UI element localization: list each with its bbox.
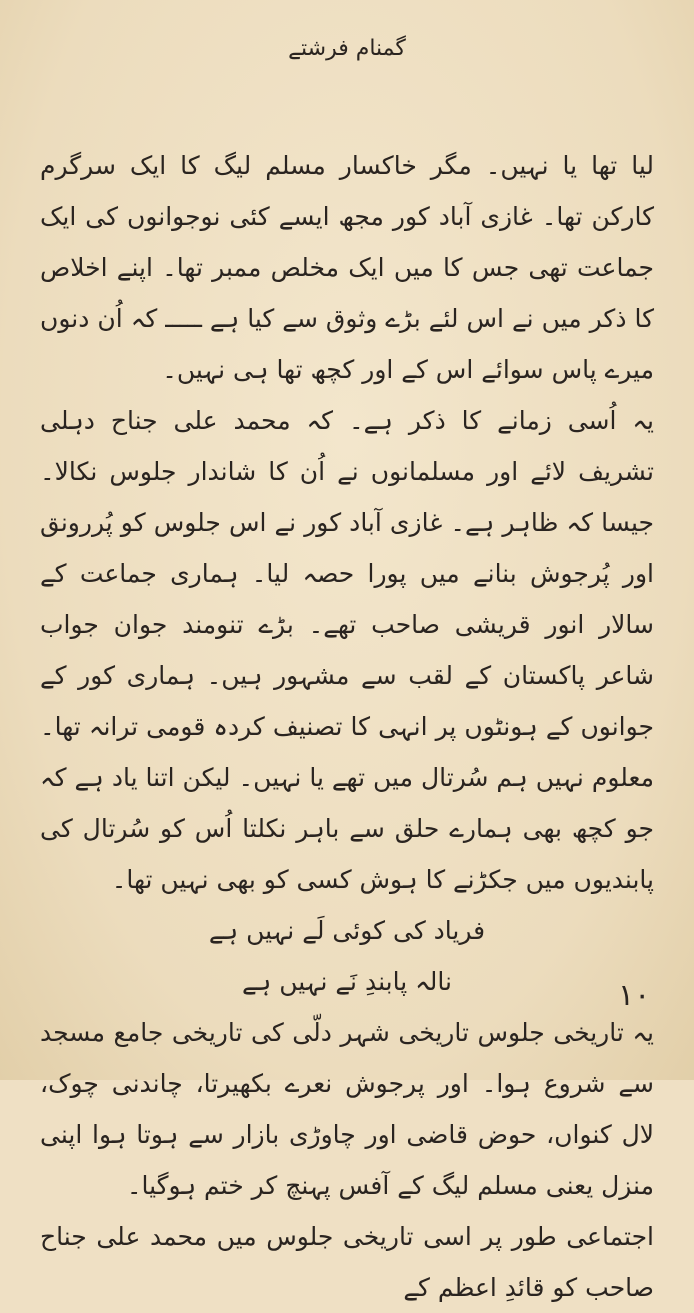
paragraph-4: اجتماعی طور پر اسی تاریخی جلوس میں محمد علی جناح صاحب کو قائدِ اعظم کے [40,1222,654,1302]
paragraph-1: لیا تھا یا نہیں۔ مگر خاکسار مسلم لیگ کا ایک سرگرم کارکن تھا۔ غازی آباد کور مجھ ایسے کئی نوجوانوں کی ایک جماعت تھی جس کا میں ایک مخلص ممبر تھا۔ اپنے اخلاص کا ذکر میں نے اس لئے بڑے وثوق سے کیا ہے ـــــ کہ اُن دنوں میرے پاس سوائے اس کے اور کچھ تھا ہی نہیں۔ [40,151,654,384]
verse-line-2: نالہ پابندِ نَے نہیں ہے [242,967,452,996]
verse-line-1: فریاد کی کوئی لَے نہیں ہے [208,916,486,945]
running-header-title: گمنام فرشتے [288,36,406,61]
verse-block [40,905,654,1007]
page-body-text [40,140,654,1313]
paragraph-2: یہ اُسی زمانے کا ذکر ہے۔ کہ محمد علی جناح دہلی تشریف لائے اور مسلمانوں نے اُن کا شاندار جلوس نکالا۔ جیسا کہ ظاہر ہے۔ غازی آباد کور نے اس جلوس کو پُررونق اور پُرجوش بنانے میں پورا حصہ لیا۔ ہماری جماعت کے سالار انور قریشی صاحب تھے۔ بڑے تنومند جوان جواب شاعر پاکستان کے لقب سے مشہور ہیں۔ ہماری کور کے جوانوں کے ہونٹوں پر انہی کا تصنیف کردہ قومی ترانہ تھا۔ معلوم نہیں ہم سُرتال میں تھے یا نہیں۔ لیکن اتنا یاد ہے کہ جو کچھ بھی ہمارے حلق سے باہر نکلتا اُس کو سُرتال کی پابندیوں میں جکڑنے کا ہوش کسی کو بھی نہیں تھا۔ [40,406,654,894]
paragraph-3: یہ تاریخی جلوس تاریخی شہر دلّی کی تاریخی جامع مسجد سے شروع ہوا۔ اور پرجوش نعرے بکھیرتا، چاندنی چوک، لال کنواں، حوض قاضی اور چاوڑی بازار سے ہوتا ہوا اپنی منزل یعنی مسلم لیگ کے آفس پہنچ کر ختم ہوگیا۔ [40,1018,654,1200]
page-number: ۱۰ [618,978,651,1013]
